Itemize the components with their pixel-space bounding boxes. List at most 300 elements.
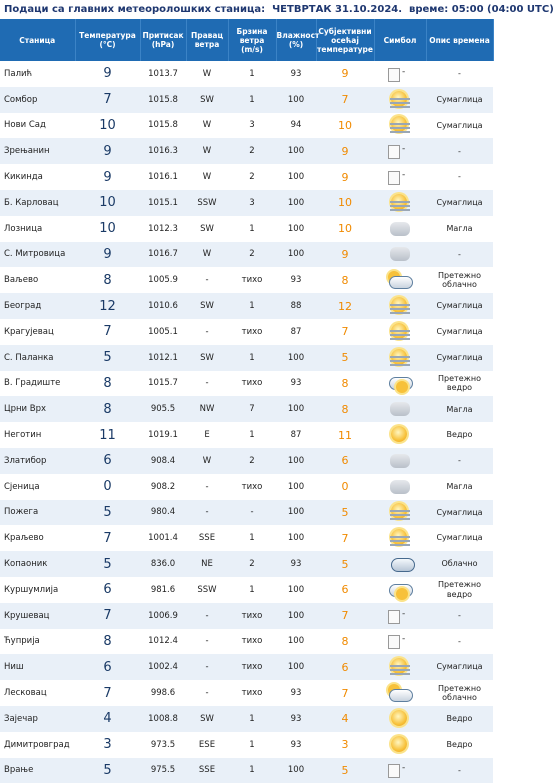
broken-image-icon <box>387 605 413 627</box>
wind-speed-value: 7 <box>228 396 276 422</box>
weather-symbol <box>374 396 426 422</box>
pressure-value: 975.5 <box>140 758 186 783</box>
wind-direction-value: NW <box>186 396 228 422</box>
weather-symbol <box>374 138 426 164</box>
weather-symbol <box>374 345 426 371</box>
sun-icon <box>387 734 413 756</box>
wind-speed-value: 1 <box>228 87 276 113</box>
wind-speed-value: 3 <box>228 113 276 139</box>
feel-temperature-value: 6 <box>316 577 374 603</box>
table-row <box>0 138 493 164</box>
station-name: Лесковац <box>0 680 75 706</box>
weather-symbol <box>374 293 426 319</box>
table-row <box>0 87 493 113</box>
feel-temperature-value: 10 <box>316 113 374 139</box>
pressure-value: 908.2 <box>140 474 186 500</box>
weather-description: Магла <box>426 216 493 242</box>
weather-symbol <box>374 680 426 706</box>
feel-temperature-value: 9 <box>316 138 374 164</box>
wind-speed-value: 1 <box>228 345 276 371</box>
wind-speed-value: 3 <box>228 190 276 216</box>
pressure-value: 980.4 <box>140 500 186 526</box>
weather-description: - <box>426 448 493 474</box>
station-name: Лозница <box>0 216 75 242</box>
broken-image-icon <box>387 140 413 162</box>
humidity-value: 100 <box>276 345 316 371</box>
humidity-value: 88 <box>276 293 316 319</box>
feel-temperature-value: 5 <box>316 551 374 577</box>
feel-temperature-value: 10 <box>316 216 374 242</box>
feel-temperature-value: 11 <box>316 422 374 448</box>
pressure-value: 1015.8 <box>140 113 186 139</box>
wind-direction-value: - <box>186 654 228 680</box>
fog-icon <box>387 398 413 420</box>
station-name: Крагујевац <box>0 319 75 345</box>
weather-description: Сумаглица <box>426 345 493 371</box>
fog-icon <box>387 476 413 498</box>
pressure-value: 1012.3 <box>140 216 186 242</box>
wind-direction-value: E <box>186 422 228 448</box>
broken-image-icon <box>387 166 413 188</box>
table-row <box>0 61 493 87</box>
weather-description: Ведро <box>426 732 493 758</box>
wind-speed-value: 1 <box>228 293 276 319</box>
station-name: Београд <box>0 293 75 319</box>
station-name: Б. Карловац <box>0 190 75 216</box>
station-name: Ћуприја <box>0 629 75 655</box>
wind-speed-value: тихо <box>228 654 276 680</box>
humidity-value: 100 <box>276 758 316 783</box>
station-name: С. Паланка <box>0 345 75 371</box>
table-row <box>0 732 493 758</box>
humidity-value: 100 <box>276 474 316 500</box>
weather-symbol <box>374 113 426 139</box>
wind-speed-value: 2 <box>228 448 276 474</box>
station-name: Крушевац <box>0 603 75 629</box>
humidity-value: 100 <box>276 396 316 422</box>
pressure-value: 1006.9 <box>140 603 186 629</box>
wind-direction-value: - <box>186 500 228 526</box>
temperature-value: 9 <box>75 242 140 268</box>
wind-direction-value: W <box>186 164 228 190</box>
feel-temperature-value: 8 <box>316 396 374 422</box>
temperature-value: 6 <box>75 654 140 680</box>
feel-temperature-value: 9 <box>316 61 374 87</box>
feel-temperature-value: 7 <box>316 87 374 113</box>
wind-direction-value: - <box>186 319 228 345</box>
pressure-value: 1015.8 <box>140 87 186 113</box>
feel-temperature-value: 5 <box>316 758 374 783</box>
wind-direction-value: W <box>186 448 228 474</box>
station-name: Златибор <box>0 448 75 474</box>
station-name: Зајечар <box>0 706 75 732</box>
col-pressure: Притисак (hPa) <box>140 19 186 61</box>
temperature-value: 0 <box>75 474 140 500</box>
weather-description: - <box>426 138 493 164</box>
weather-description: - <box>426 61 493 87</box>
weather-description: Магла <box>426 474 493 500</box>
weather-description: - <box>426 758 493 783</box>
wind-direction-value: SW <box>186 216 228 242</box>
col-station: Станица <box>0 19 75 61</box>
fog-icon <box>387 218 413 240</box>
weather-symbol <box>374 448 426 474</box>
humidity-value: 100 <box>276 87 316 113</box>
humidity-value: 100 <box>276 216 316 242</box>
temperature-value: 12 <box>75 293 140 319</box>
station-name: Кикинда <box>0 164 75 190</box>
sun-icon <box>387 424 413 446</box>
humidity-value: 100 <box>276 629 316 655</box>
haze-icon <box>387 321 413 343</box>
wind-direction-value: W <box>186 138 228 164</box>
wind-speed-value: 1 <box>228 732 276 758</box>
haze-icon <box>387 527 413 549</box>
wind-direction-value: SSE <box>186 758 228 783</box>
weather-description: Претежно облачно <box>426 267 493 293</box>
wind-speed-value: 1 <box>228 758 276 783</box>
table-row <box>0 680 493 706</box>
wind-speed-value: 2 <box>228 164 276 190</box>
temperature-value: 7 <box>75 319 140 345</box>
humidity-value: 100 <box>276 603 316 629</box>
temperature-value: 5 <box>75 551 140 577</box>
station-name: Неготин <box>0 422 75 448</box>
weather-symbol <box>374 216 426 242</box>
wind-direction-value: - <box>186 629 228 655</box>
temperature-value: 4 <box>75 706 140 732</box>
temperature-value: 6 <box>75 577 140 603</box>
col-temp: Температура (°C) <box>75 19 140 61</box>
weather-symbol <box>374 525 426 551</box>
feel-temperature-value: 8 <box>316 267 374 293</box>
wind-speed-value: 2 <box>228 551 276 577</box>
cloud-icon <box>387 553 413 575</box>
haze-icon <box>387 656 413 678</box>
station-name: Копаоник <box>0 551 75 577</box>
pressure-value: 1016.7 <box>140 242 186 268</box>
table-row <box>0 577 493 603</box>
table-row <box>0 706 493 732</box>
weather-symbol <box>374 551 426 577</box>
weather-symbol <box>374 371 426 397</box>
station-name: С. Митровица <box>0 242 75 268</box>
weather-description: - <box>426 603 493 629</box>
table-row <box>0 448 493 474</box>
temperature-value: 11 <box>75 422 140 448</box>
feel-temperature-value: 7 <box>316 680 374 706</box>
col-wind-speed: Брзина ветра (m/s) <box>228 19 276 61</box>
feel-temperature-value: 12 <box>316 293 374 319</box>
pressure-value: 1019.1 <box>140 422 186 448</box>
pressure-value: 1002.4 <box>140 654 186 680</box>
temperature-value: 7 <box>75 525 140 551</box>
weather-symbol <box>374 319 426 345</box>
table-row <box>0 758 493 783</box>
humidity-value: 93 <box>276 61 316 87</box>
fog-icon <box>387 243 413 265</box>
humidity-value: 100 <box>276 654 316 680</box>
station-name: Куршумлија <box>0 577 75 603</box>
humidity-value: 100 <box>276 448 316 474</box>
wind-direction-value: SSW <box>186 190 228 216</box>
feel-temperature-value: 0 <box>316 474 374 500</box>
table-row <box>0 371 493 397</box>
humidity-value: 100 <box>276 242 316 268</box>
haze-icon <box>387 347 413 369</box>
pressure-value: 1013.7 <box>140 61 186 87</box>
weather-description: Сумаглица <box>426 293 493 319</box>
temperature-value: 10 <box>75 216 140 242</box>
pressure-value: 1001.4 <box>140 525 186 551</box>
table-row <box>0 396 493 422</box>
weather-symbol <box>374 732 426 758</box>
wind-direction-value: SW <box>186 706 228 732</box>
weather-symbol <box>374 500 426 526</box>
fog-icon <box>387 450 413 472</box>
wind-direction-value: SW <box>186 87 228 113</box>
feel-temperature-value: 4 <box>316 706 374 732</box>
weather-symbol <box>374 242 426 268</box>
wind-speed-value: тихо <box>228 629 276 655</box>
feel-temperature-value: 6 <box>316 654 374 680</box>
table-body <box>0 61 493 783</box>
weather-description: Сумаглица <box>426 525 493 551</box>
humidity-value: 87 <box>276 422 316 448</box>
table-row <box>0 525 493 551</box>
pressure-value: 981.6 <box>140 577 186 603</box>
weather-description: Магла <box>426 396 493 422</box>
sun-icon <box>387 708 413 730</box>
temperature-value: 5 <box>75 758 140 783</box>
weather-description: Ведро <box>426 706 493 732</box>
feel-temperature-value: 5 <box>316 345 374 371</box>
wind-direction-value: - <box>186 603 228 629</box>
wind-speed-value: тихо <box>228 371 276 397</box>
wind-direction-value: SW <box>186 293 228 319</box>
station-name: Палић <box>0 61 75 87</box>
wind-speed-value: тихо <box>228 474 276 500</box>
humidity-value: 100 <box>276 190 316 216</box>
table-row <box>0 190 493 216</box>
wind-speed-value: 1 <box>228 706 276 732</box>
temperature-value: 7 <box>75 603 140 629</box>
wind-speed-value: - <box>228 500 276 526</box>
weather-description: Сумаглица <box>426 113 493 139</box>
table-row <box>0 603 493 629</box>
wind-direction-value: - <box>186 474 228 500</box>
station-name: В. Градиште <box>0 371 75 397</box>
weather-description: Претежно ведро <box>426 577 493 603</box>
weather-symbol <box>374 629 426 655</box>
humidity-value: 94 <box>276 113 316 139</box>
table-row <box>0 551 493 577</box>
weather-description: Сумаглица <box>426 319 493 345</box>
weather-symbol <box>374 758 426 783</box>
table-row <box>0 319 493 345</box>
feel-temperature-value: 10 <box>316 190 374 216</box>
broken-image-icon <box>387 63 413 85</box>
humidity-value: 93 <box>276 732 316 758</box>
haze-icon <box>387 89 413 111</box>
station-name: Ваљево <box>0 267 75 293</box>
table-row <box>0 500 493 526</box>
weather-symbol <box>374 577 426 603</box>
wind-direction-value: NE <box>186 551 228 577</box>
wind-direction-value: W <box>186 113 228 139</box>
weather-description: Сумаглица <box>426 654 493 680</box>
wind-speed-value: 1 <box>228 577 276 603</box>
temperature-value: 5 <box>75 345 140 371</box>
feel-temperature-value: 6 <box>316 448 374 474</box>
wind-speed-value: 2 <box>228 242 276 268</box>
weather-symbol <box>374 87 426 113</box>
feel-temperature-value: 8 <box>316 371 374 397</box>
pressure-value: 1015.7 <box>140 371 186 397</box>
station-name: Краљево <box>0 525 75 551</box>
station-name: Пожега <box>0 500 75 526</box>
humidity-value: 100 <box>276 164 316 190</box>
table-row <box>0 629 493 655</box>
wind-speed-value: 1 <box>228 61 276 87</box>
wind-speed-value: 1 <box>228 216 276 242</box>
weather-description: Претежно ведро <box>426 371 493 397</box>
station-name: Врање <box>0 758 75 783</box>
wind-direction-value: ESE <box>186 732 228 758</box>
pressure-value: 908.4 <box>140 448 186 474</box>
table-row <box>0 164 493 190</box>
temperature-value: 9 <box>75 61 140 87</box>
weather-symbol <box>374 654 426 680</box>
col-humidity: Влажност (%) <box>276 19 316 61</box>
humidity-value: 93 <box>276 680 316 706</box>
haze-icon <box>387 501 413 523</box>
feel-temperature-value: 7 <box>316 603 374 629</box>
pressure-value: 905.5 <box>140 396 186 422</box>
weather-symbol <box>374 267 426 293</box>
weather-symbol <box>374 61 426 87</box>
weather-symbol <box>374 190 426 216</box>
broken-image-icon <box>387 630 413 652</box>
pressure-value: 973.5 <box>140 732 186 758</box>
weather-description: Претежно облачно <box>426 680 493 706</box>
pressure-value: 1015.1 <box>140 190 186 216</box>
table-row <box>0 654 493 680</box>
station-name: Зрењанин <box>0 138 75 164</box>
pressure-value: 1008.8 <box>140 706 186 732</box>
table-row <box>0 242 493 268</box>
wind-speed-value: тихо <box>228 319 276 345</box>
weather-symbol <box>374 706 426 732</box>
partly-clear-icon <box>387 372 413 394</box>
temperature-value: 7 <box>75 87 140 113</box>
humidity-value: 87 <box>276 319 316 345</box>
weather-description: Сумаглица <box>426 190 493 216</box>
haze-icon <box>387 114 413 136</box>
pressure-value: 1005.9 <box>140 267 186 293</box>
weather-symbol <box>374 164 426 190</box>
table-row <box>0 113 493 139</box>
feel-temperature-value: 3 <box>316 732 374 758</box>
haze-icon <box>387 295 413 317</box>
humidity-value: 100 <box>276 577 316 603</box>
feel-temperature-value: 9 <box>316 164 374 190</box>
table-row <box>0 267 493 293</box>
wind-direction-value: - <box>186 371 228 397</box>
partly-clear-icon <box>387 579 413 601</box>
col-feel: Субјективни осећај температуре <box>316 19 374 61</box>
station-name: Нови Сад <box>0 113 75 139</box>
wind-direction-value: SSW <box>186 577 228 603</box>
pressure-value: 1016.3 <box>140 138 186 164</box>
weather-description: Сумаглица <box>426 500 493 526</box>
wind-direction-value: - <box>186 680 228 706</box>
weather-symbol <box>374 603 426 629</box>
wind-direction-value: W <box>186 61 228 87</box>
col-desc: Опис времена <box>426 19 493 61</box>
wind-direction-value: - <box>186 267 228 293</box>
station-name: Сомбор <box>0 87 75 113</box>
humidity-value: 93 <box>276 551 316 577</box>
humidity-value: 100 <box>276 525 316 551</box>
header-day: ЧЕТВРТАК 31.10.2024. <box>272 4 403 15</box>
weather-symbol <box>374 474 426 500</box>
pressure-value: 1010.6 <box>140 293 186 319</box>
mostly-cloudy-icon <box>387 682 413 704</box>
table-row <box>0 474 493 500</box>
feel-temperature-value: 5 <box>316 500 374 526</box>
temperature-value: 9 <box>75 138 140 164</box>
weather-description: Сумаглица <box>426 87 493 113</box>
table-row <box>0 216 493 242</box>
pressure-value: 998.6 <box>140 680 186 706</box>
weather-description: - <box>426 242 493 268</box>
table-row <box>0 345 493 371</box>
stations-table <box>0 19 494 783</box>
table-row <box>0 422 493 448</box>
wind-direction-value: W <box>186 242 228 268</box>
station-name: Сјеница <box>0 474 75 500</box>
humidity-value: 100 <box>276 500 316 526</box>
station-name: Црни Врх <box>0 396 75 422</box>
pressure-value: 1012.1 <box>140 345 186 371</box>
wind-speed-value: 1 <box>228 525 276 551</box>
table-header-row <box>0 19 493 61</box>
temperature-value: 9 <box>75 164 140 190</box>
pressure-value: 1016.1 <box>140 164 186 190</box>
temperature-value: 8 <box>75 629 140 655</box>
pressure-value: 836.0 <box>140 551 186 577</box>
station-name: Димитровград <box>0 732 75 758</box>
pressure-value: 1012.4 <box>140 629 186 655</box>
col-wind-dir: Правац ветра <box>186 19 228 61</box>
temperature-value: 8 <box>75 396 140 422</box>
wind-speed-value: 2 <box>228 138 276 164</box>
temperature-value: 10 <box>75 190 140 216</box>
wind-speed-value: тихо <box>228 603 276 629</box>
feel-temperature-value: 7 <box>316 525 374 551</box>
wind-speed-value: 1 <box>228 422 276 448</box>
temperature-value: 7 <box>75 680 140 706</box>
feel-temperature-value: 8 <box>316 629 374 655</box>
humidity-value: 93 <box>276 267 316 293</box>
col-symbol: Симбол <box>374 19 426 61</box>
temperature-value: 10 <box>75 113 140 139</box>
humidity-value: 100 <box>276 138 316 164</box>
wind-direction-value: SSE <box>186 525 228 551</box>
temperature-value: 6 <box>75 448 140 474</box>
weather-description: Облачно <box>426 551 493 577</box>
